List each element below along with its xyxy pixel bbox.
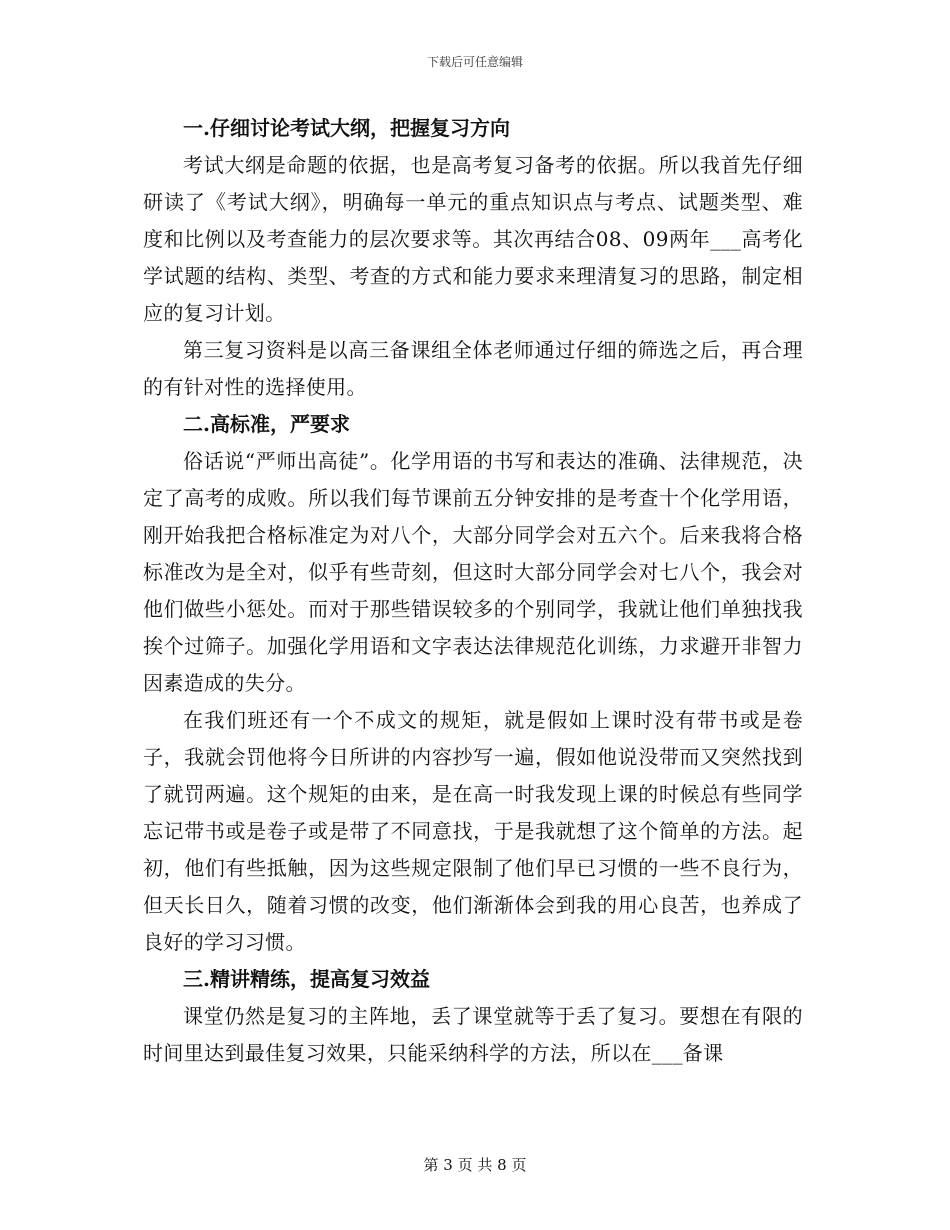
- section-3-heading: 三.精讲精练，提高复习效益: [183, 967, 430, 991]
- section-2: [143, 406, 803, 961]
- section-2-paragraph-1: 俗话说“严师出高徒”。化学用语的书写和表达的准确、法律规范，决定了高考的成败。所以我们每节课前五分钟安排的是考查十个化学用语，刚开始我把合格标准定为对八个，大部分同学会对五六个。后来我将合格标准改为是全对，似乎有些苛刻，但这时大部分同学会对七八个，我会对他们做些小惩处。而对于那些错误较多的个别同学，我就让他们单独找我挨个过筛子。加强化学用语和文字表达法律规范化训练，力求避开非智力因素造成的失分。: [143, 449, 803, 695]
- section-3: [143, 961, 803, 1072]
- section-1: [143, 110, 803, 406]
- section-1-paragraph-2: 第三复习资料是以高三备课组全体老师通过仔细的筛选之后，再合理的有针对性的选择使用。: [143, 338, 803, 399]
- section-1-paragraph-1: 考试大纲是命题的依据，也是高考复习备考的依据。所以我首先仔细研读了《考试大纲》，明确每一单元的重点知识点与考点、试题类型、难度和比例以及考查能力的层次要求等。其次再结合08、09两年___高考化学试题的结构、类型、考查的方式和能力要求来理清复习的思路，制定相应的复习计划。: [143, 153, 803, 325]
- document-body: [143, 110, 803, 1072]
- section-2-paragraph-2: 在我们班还有一个不成文的规矩，就是假如上课时没有带书或是卷子，我就会罚他将今日所讲的内容抄写一遍，假如他说没带而又突然找到了就罚两遍。这个规矩的由来，是在高一时我发现上课的时候总有些同学忘记带书或是卷子或是带了不同意找，于是我就想了这个简单的方法。起初，他们有些抵触，因为这些规定限制了他们早已习惯的一些不良行为，但天长日久，随着习惯的改变，他们渐渐体会到我的用心良苦，也养成了良好的学习习惯。: [143, 708, 803, 954]
- page-number: 第 3 页 共 8 页: [423, 1156, 527, 1174]
- section-2-heading: 二.高标准，严要求: [183, 412, 350, 436]
- section-1-heading: 一.仔细讨论考试大纲，把握复习方向: [183, 116, 510, 140]
- section-3-paragraph-1: 课堂仍然是复习的主阵地，丢了课堂就等于丢了复习。要想在有限的时间里达到最佳复习效果，只能采纳科学的方法，所以在___备课: [143, 1004, 803, 1065]
- page-header-note: 下载后可任意编辑: [426, 55, 523, 69]
